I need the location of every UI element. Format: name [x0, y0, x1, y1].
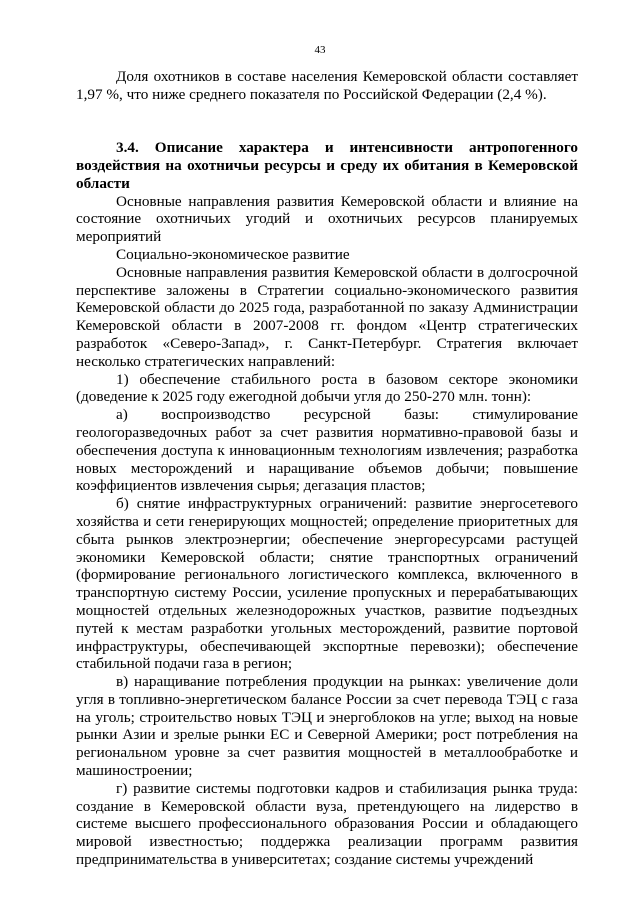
- list-item-g: г) развитие системы подготовки кадров и стабилизация рынка труда: создание в Кемеровской области вуза, претендующего на лидерство в системе высшего профессионального образования России и обладающего мировой известностью; поддержка реализации программ развития предпринимательства в университетах; создание системы учреждений: [76, 779, 578, 869]
- paragraph-strategy: Основные направления развития Кемеровской области в долгосрочной перспективе заложены в Стратегии социально-экономического развития Кемеровской области до 2025 года, разработанной по заказу Администрации Кемеровской области в 2007-2008 гг. фондом «Центр стратегических разработок «Северо-Запад», г. Санкт-Петербург. Стратегия включает несколько стратегических направлений:: [76, 263, 578, 370]
- list-item-a: а) воспроизводство ресурсной базы: стимулирование геологоразведочных работ за счет развития нормативно-правовой базы и обеспечения доступа к инновационным технологиям извлечения; разработка новых месторождений и наращивание объемов добычи; повышение коэффициентов извлечения сырья; дегазация пластов;: [76, 406, 578, 495]
- spacer: [76, 104, 578, 122]
- list-item-v: в) наращивание потребления продукции на рынках: увеличение доли угля в топливно-энергетическом балансе России за счет перевода ТЭЦ с газа на уголь; строительство новых ТЭЦ и энергоблоков на угле; выход на новые рынки Азии и зрелые рынки ЕС и Северной Америки; рост потребления на региональном уровне за счет развития мощностей в металлообработке и машиностроении;: [76, 673, 578, 780]
- paragraph-hunters-share: Доля охотников в составе населения Кемеровской области составляет 1,97 %, что ниже среднего показателя по Российской Федерации (2,4 %).: [76, 68, 578, 103]
- paragraph-subheading: Социально-экономическое развитие: [116, 245, 350, 263]
- page-body: [76, 68, 578, 869]
- section-heading: 3.4. Описание характера и интенсивности антропогенного воздействия на охотничьи ресурсы и среду их обитания в Кемеровской области: [76, 139, 578, 192]
- spacer: [76, 121, 578, 139]
- list-item-1: 1) обеспечение стабильного роста в базовом секторе экономики (доведение к 2025 году ежегодной добычи угля до 250-270 млн. тонн):: [76, 370, 578, 406]
- paragraph-main-directions: Основные направления развития Кемеровской области и влияние на состояние охотничьих угодий и охотничьих ресурсов планируемых мероприятий: [76, 192, 578, 246]
- page-number: 43: [314, 44, 326, 56]
- list-item-b: б) снятие инфраструктурных ограничений: развитие энергосетевого хозяйства и сети генерирующих мощностей; определение приоритетных для сбыта рынков электроэнергии; обеспечение энергоресурсами растущей экономики Кемеровской области; снятие транспортных ограничений (формирование регионального логистического комплекса, включенного в транспортную систему России, усиление пропускных и перерабатывающих мощностей отдельных железнодорожных участков, развитие подъездных путей к местам разработки угольных месторождений, развитие портовой инфраструктуры, обеспечивающей экспортные перевозки); обеспечение стабильной подачи газа в регион;: [76, 495, 578, 673]
